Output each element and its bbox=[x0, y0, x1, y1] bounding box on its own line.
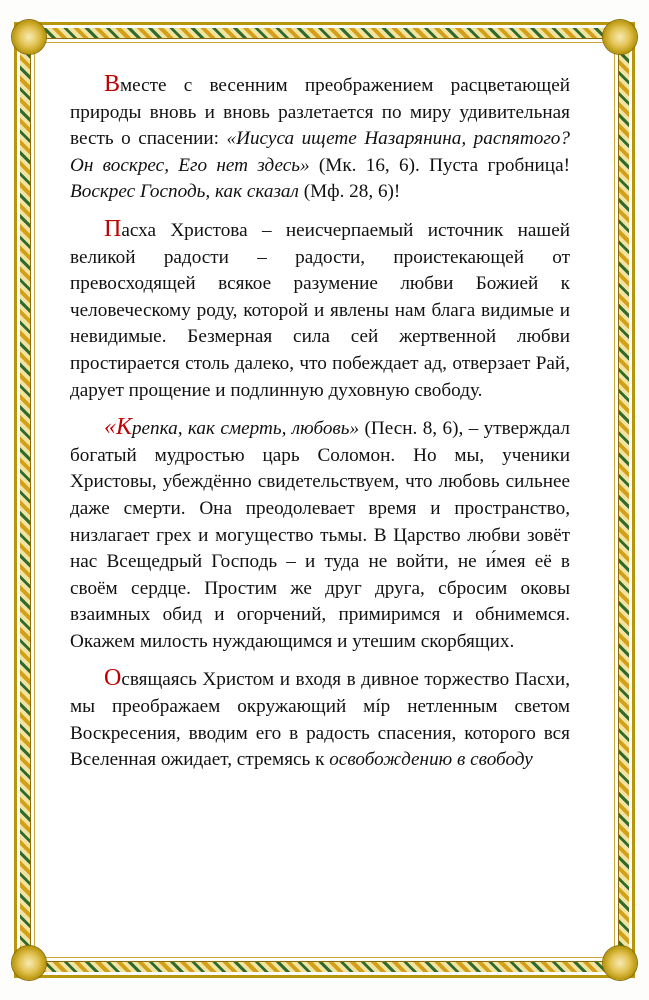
text-run-italic: освобождению в свободу bbox=[329, 749, 533, 771]
corner-rosette-icon bbox=[603, 946, 637, 980]
text-run: (Мк. 16, 6). Пуста гробница! bbox=[309, 154, 570, 176]
corner-rosette-icon bbox=[603, 20, 637, 54]
text-run-italic: Воскрес Господь, как сказал bbox=[70, 181, 299, 203]
quote-open-mark: « bbox=[104, 414, 116, 441]
paragraph bbox=[70, 72, 570, 206]
dropcap: В bbox=[104, 72, 121, 97]
paragraph bbox=[70, 666, 570, 773]
paragraph bbox=[70, 415, 570, 655]
paragraph bbox=[70, 217, 570, 404]
text-run: месте с весенним преображением расцветающей природы вновь и вновь разлетается по миру удивительная весть о спасении: bbox=[70, 75, 570, 150]
text-run: свящаясь Христом и входя в дивное торжество Пасхи, мы преображаем окружающий мíр нетленным светом Воскресения, вводим его в радость спасения, которого вся Вселенная ожидает, стремясь к bbox=[70, 669, 570, 771]
text-run: (Мф. 28, 6)! bbox=[298, 181, 401, 203]
text-run: (Песн. 8, 6), – утверждал богатый мудростью царь Соломон. Но мы, ученики Христовы, убеждённо свидетельствуем, что любовь сильнее даже смерти. Она преодолевает время и пространство, низлагает грех и могущество тьмы. В Царство любви зовёт нас Всещедрый Господь – и туда не войти, не и́мея её в своём сердце. Простим же друг друга, сбросим оковы взаимных обид и огорчений, примиримся и обнимемся. Окажем милость нуждающимся и утешим скорбящих. bbox=[70, 418, 570, 652]
corner-rosette-icon bbox=[12, 20, 46, 54]
text-run-italic: «Иисуса ищете Назарянина, распятого? Он воскрес, Его нет здесь» bbox=[70, 128, 570, 176]
dropcap: О bbox=[104, 665, 122, 692]
dropcap: П bbox=[104, 215, 122, 242]
text-run: асха Христова – неисчерпаемый источник нашей великой радости – радости, проистекающей от превосходящей всякое разумение любви Божией к человеческому роду, которой и явлены нам блага видимые и невидимые. Безмерная сила сей жертвенной любви простирается столь далеко, что побеждает ад, отверзает Рай, дарует прощение и подлинную духовную свободу. bbox=[70, 219, 570, 401]
body-text-column bbox=[70, 72, 570, 928]
text-run-italic: репка, как смерть, любовь» bbox=[131, 418, 360, 440]
corner-rosette-icon bbox=[12, 946, 46, 980]
dropcap: К bbox=[116, 414, 132, 441]
